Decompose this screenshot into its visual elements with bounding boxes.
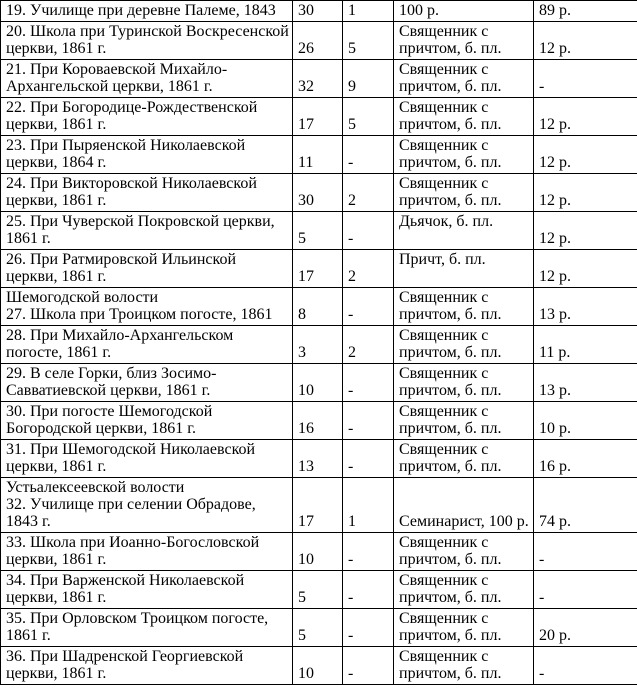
students-count-cell: 5 xyxy=(293,571,343,609)
secondary-count-cell: 1 xyxy=(343,1,394,22)
teacher-cell: Священник с причтом, б. пл. xyxy=(394,60,534,98)
secondary-count-cell: - xyxy=(343,571,394,609)
school-name-cell xyxy=(1,174,293,212)
teacher-cell: Дьячок, б. пл. xyxy=(394,212,534,250)
school-name: 25. При Чуверской Покровской церкви, 1861 г. xyxy=(6,213,275,247)
secondary-count-cell: - xyxy=(343,402,394,440)
secondary-count-cell: - xyxy=(343,440,394,478)
payment-cell: 89 р. xyxy=(534,1,637,22)
school-name: 32. Училище при селении Обрадове, 1843 г. xyxy=(6,496,256,530)
teacher-cell: Священник с причтом, б. пл. xyxy=(394,98,534,136)
secondary-count-cell: - xyxy=(343,609,394,647)
school-name-cell xyxy=(1,326,293,364)
secondary-count-cell: 2 xyxy=(343,174,394,212)
volost-section-label: Устьалексеевской волости xyxy=(6,479,185,496)
school-name: 28. При Михайло-Архангельском погосте, 1861 г. xyxy=(6,327,234,361)
students-count-cell: 5 xyxy=(293,212,343,250)
secondary-count-cell: - xyxy=(343,212,394,250)
secondary-count-cell: 5 xyxy=(343,98,394,136)
school-name-cell xyxy=(1,364,293,402)
teacher-cell: 100 р. xyxy=(394,1,534,22)
teacher-cell: Священник с причтом, б. пл. xyxy=(394,326,534,364)
school-name-cell xyxy=(1,22,293,60)
students-count-cell: 13 xyxy=(293,440,343,478)
payment-cell: 12 р. xyxy=(534,136,637,174)
table-row xyxy=(1,136,637,174)
school-name-cell xyxy=(1,609,293,647)
school-name: 20. Школа при Туринской Воскресенской церкви, 1861 г. xyxy=(6,23,289,57)
table-row xyxy=(1,288,637,326)
table-row xyxy=(1,533,637,571)
secondary-count-cell: 9 xyxy=(343,60,394,98)
teacher-cell: Священник с причтом, б. пл. xyxy=(394,571,534,609)
students-count-cell: 10 xyxy=(293,533,343,571)
school-name: 21. При Короваевской Михайло-Архангельской церкви, 1861 г. xyxy=(6,61,228,95)
teacher-cell: Священник с причтом, б. пл. xyxy=(394,533,534,571)
school-name-cell xyxy=(1,402,293,440)
payment-cell: 20 р. xyxy=(534,609,637,647)
table-row xyxy=(1,478,637,533)
school-name: 36. При Шадренской Георгиевской церкви, 1861 г. xyxy=(6,648,244,682)
payment-cell: 74 р. xyxy=(534,478,637,533)
payment-cell: - xyxy=(534,533,637,571)
payment-cell: 12 р. xyxy=(534,212,637,250)
table-row xyxy=(1,326,637,364)
students-count-cell: 10 xyxy=(293,364,343,402)
school-name: 26. При Ратмировской Ильинской церкви, 1861 г. xyxy=(6,251,237,285)
secondary-count-cell: - xyxy=(343,533,394,571)
table-row xyxy=(1,174,637,212)
table-row xyxy=(1,1,637,22)
teacher-cell: Семинарист, 100 р. xyxy=(394,478,534,533)
school-name-cell xyxy=(1,1,293,22)
payment-cell: 13 р. xyxy=(534,288,637,326)
school-name: 29. В селе Горки, близ Зосимо-Савватиевской церкви, 1861 г. xyxy=(6,365,217,399)
table-row xyxy=(1,647,637,685)
payment-cell: - xyxy=(534,60,637,98)
school-name-cell xyxy=(1,136,293,174)
students-count-cell: 3 xyxy=(293,326,343,364)
table-row xyxy=(1,60,637,98)
school-name: 22. При Богородице-Рождественской церкви, 1861 г. xyxy=(6,99,258,133)
payment-cell: 12 р. xyxy=(534,22,637,60)
school-name-cell xyxy=(1,571,293,609)
students-count-cell: 10 xyxy=(293,647,343,685)
school-name-cell xyxy=(1,212,293,250)
payment-cell: - xyxy=(534,647,637,685)
teacher-cell: Священник с причтом, б. пл. xyxy=(394,402,534,440)
table-row xyxy=(1,250,637,288)
school-name: 34. При Варженской Николаевской церкви, 1861 г. xyxy=(6,572,245,606)
teacher-cell: Священник с причтом, б. пл. xyxy=(394,22,534,60)
school-name-cell xyxy=(1,98,293,136)
school-name: 31. При Шемогодской Николаевской церкви, 1861 г. xyxy=(6,441,256,475)
teacher-cell: Причт, б. пл. xyxy=(394,250,534,288)
secondary-count-cell: 2 xyxy=(343,326,394,364)
secondary-count-cell: - xyxy=(343,364,394,402)
students-count-cell: 11 xyxy=(293,136,343,174)
teacher-cell: Священник с причтом, б. пл. xyxy=(394,136,534,174)
payment-cell: 12 р. xyxy=(534,250,637,288)
secondary-count-cell: 2 xyxy=(343,250,394,288)
table-row xyxy=(1,22,637,60)
school-name: 30. При погосте Шемогодской Богородской церкви, 1861 г. xyxy=(6,403,213,437)
volost-section-label: Шемогодской волости xyxy=(6,289,159,306)
school-name-cell xyxy=(1,60,293,98)
students-count-cell: 26 xyxy=(293,22,343,60)
students-count-cell: 17 xyxy=(293,250,343,288)
table-row xyxy=(1,440,637,478)
secondary-count-cell: - xyxy=(343,647,394,685)
teacher-cell: Священник с причтом, б. пл. xyxy=(394,364,534,402)
teacher-cell: Священник с причтом, б. пл. xyxy=(394,609,534,647)
students-count-cell: 17 xyxy=(293,478,343,533)
school-name: 24. При Викторовской Николаевской церкви, 1861 г. xyxy=(6,175,257,209)
school-name-cell xyxy=(1,478,293,533)
payment-cell: 16 р. xyxy=(534,440,637,478)
students-count-cell: 32 xyxy=(293,60,343,98)
payment-cell: 13 р. xyxy=(534,364,637,402)
school-name: 35. При Орловском Троицком погосте, 1861 г. xyxy=(6,610,269,644)
secondary-count-cell: 1 xyxy=(343,478,394,533)
payment-cell: 10 р. xyxy=(534,402,637,440)
table-body xyxy=(1,1,637,685)
secondary-count-cell: 5 xyxy=(343,22,394,60)
table-row xyxy=(1,571,637,609)
payment-cell: - xyxy=(534,571,637,609)
school-name: 23. При Пыряенской Николаевской церкви, 1864 г. xyxy=(6,137,246,171)
school-name-cell xyxy=(1,440,293,478)
school-name-cell xyxy=(1,250,293,288)
school-name: 33. Школа при Иоанно-Богословской церкви, 1861 г. xyxy=(6,534,260,568)
students-count-cell: 16 xyxy=(293,402,343,440)
payment-cell: 12 р. xyxy=(534,174,637,212)
students-count-cell: 17 xyxy=(293,98,343,136)
students-count-cell: 5 xyxy=(293,609,343,647)
school-name-cell xyxy=(1,533,293,571)
school-name: 27. Школа при Троицком погосте, 1861 xyxy=(6,306,273,323)
teacher-cell: Священник с причтом, б. пл. xyxy=(394,174,534,212)
table-row xyxy=(1,98,637,136)
payment-cell: 12 р. xyxy=(534,98,637,136)
teacher-cell: Священник с причтом, б. пл. xyxy=(394,440,534,478)
teacher-cell: Священник с причтом, б. пл. xyxy=(394,647,534,685)
students-count-cell: 30 xyxy=(293,1,343,22)
secondary-count-cell: - xyxy=(343,288,394,326)
school-name-cell xyxy=(1,288,293,326)
students-count-cell: 8 xyxy=(293,288,343,326)
students-count-cell: 30 xyxy=(293,174,343,212)
table-row xyxy=(1,402,637,440)
table-row xyxy=(1,212,637,250)
table-row xyxy=(1,364,637,402)
school-name: 19. Училище при деревне Палеме, 1843 xyxy=(6,2,276,19)
table-row xyxy=(1,609,637,647)
secondary-count-cell: - xyxy=(343,136,394,174)
school-name-cell xyxy=(1,647,293,685)
payment-cell: 11 р. xyxy=(534,326,637,364)
teacher-cell: Священник с причтом, б. пл. xyxy=(394,288,534,326)
